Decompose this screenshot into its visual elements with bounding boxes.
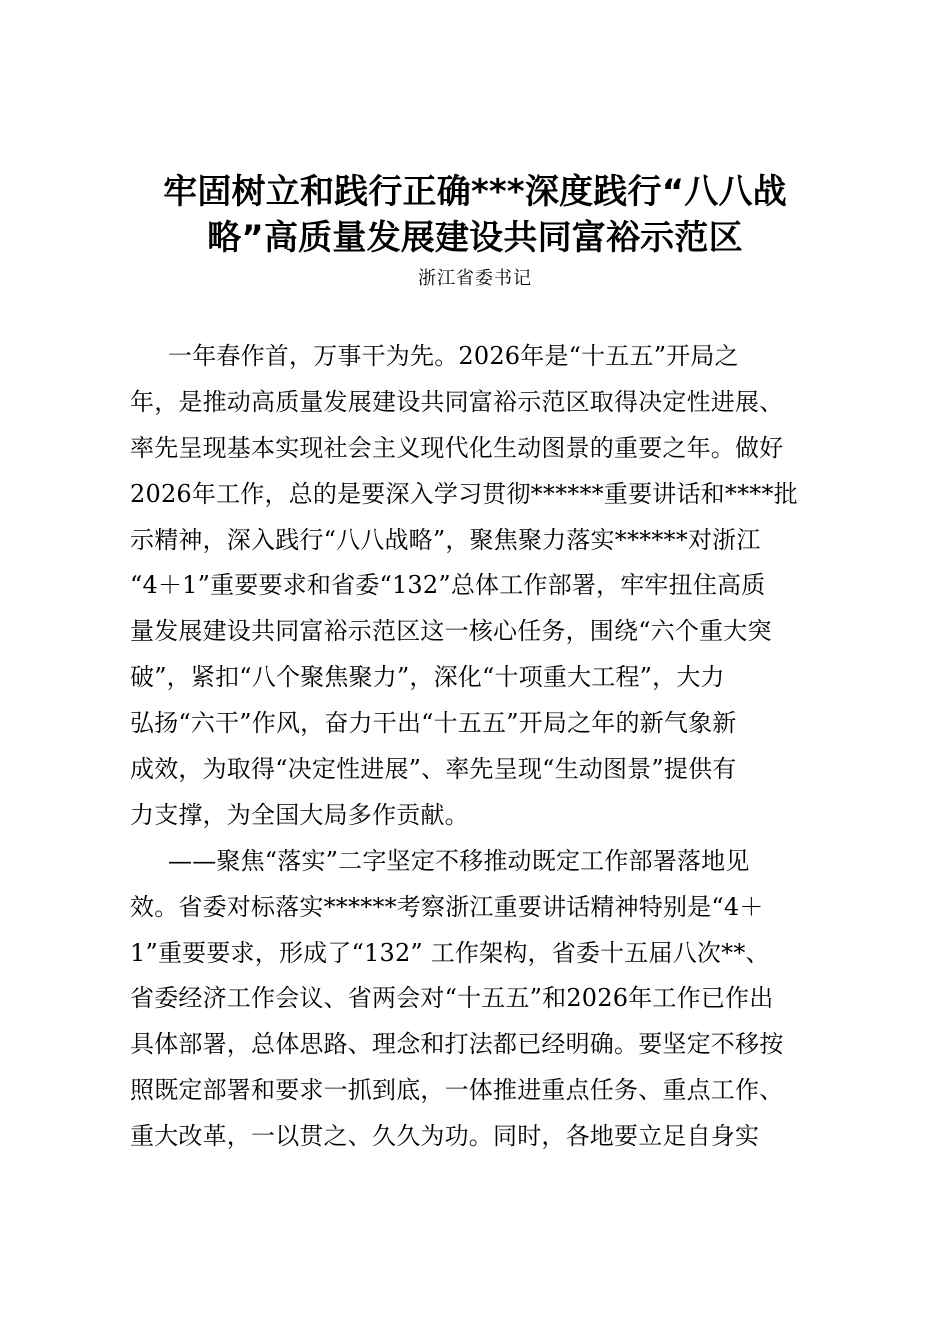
paragraph-line: 效。省委对标落实******考察浙江重要讲话精神特别是“4＋ <box>130 892 764 921</box>
paragraph-line: 1”重要要求，形成了“132” 工作架构，省委十五届八次**、 <box>130 938 770 967</box>
paragraph-line: 率先呈现基本实现社会主义现代化生动图景的重要之年。做好 <box>130 433 784 462</box>
paragraph-line: 一年春作首，万事干为先。2026年是“十五五”开局之 <box>168 342 739 370</box>
paragraph-line: 示精神，深入践行“八八战略”，聚焦聚力落实******对浙江 <box>130 525 761 554</box>
paragraph-line: 力支撑，为全国大局多作贡献。 <box>130 800 469 829</box>
document-title <box>130 170 820 262</box>
title-line: 牢固树立和践行正确***深度践行“八八战 <box>163 172 787 212</box>
paragraph-line: “4＋1”重要要求和省委“132”总体工作部署，牢牢扭住高质 <box>130 571 766 600</box>
paragraph-line: 破”，紧扣“八个聚焦聚力”，深化“十项重大工程”，大力 <box>130 663 725 692</box>
paragraph-line: 省委经济工作会议、省两会对“十五五”和2026年工作已作出 <box>130 984 774 1013</box>
paragraph-line: 照既定部署和要求一抓到底，一体推进重点任务、重点工作、 <box>130 1076 784 1105</box>
title-line: 略”高质量发展建设共同富裕示范区 <box>207 217 743 258</box>
paragraph-line: 年，是推动高质量发展建设共同富裕示范区取得决定性进展、 <box>130 387 784 416</box>
paragraph-line: 2026年工作，总的是要深入学习贯彻******重要讲话和****批 <box>130 479 798 508</box>
paragraph-line: ——聚焦“落实”二字坚定不移推动既定工作部署落地见 <box>168 846 750 875</box>
paragraph-line: 弘扬“六干”作风，奋力干出“十五五”开局之年的新气象新 <box>130 709 737 738</box>
paragraph-line: 量发展建设共同富裕示范区这一核心任务，围绕“六个重大突 <box>130 617 772 646</box>
paragraph-line: 成效，为取得“决定性进展”、率先呈现“生动图景”提供有 <box>130 755 737 784</box>
paragraph-line: 重大改革，一以贯之、久久为功。同时，各地要立足自身实 <box>130 1122 760 1151</box>
author-line: 浙江省委书记 <box>418 268 532 289</box>
paragraph-line: 具体部署，总体思路、理念和打法都已经明确。要坚定不移按 <box>130 1030 784 1059</box>
document-body <box>130 334 830 1160</box>
